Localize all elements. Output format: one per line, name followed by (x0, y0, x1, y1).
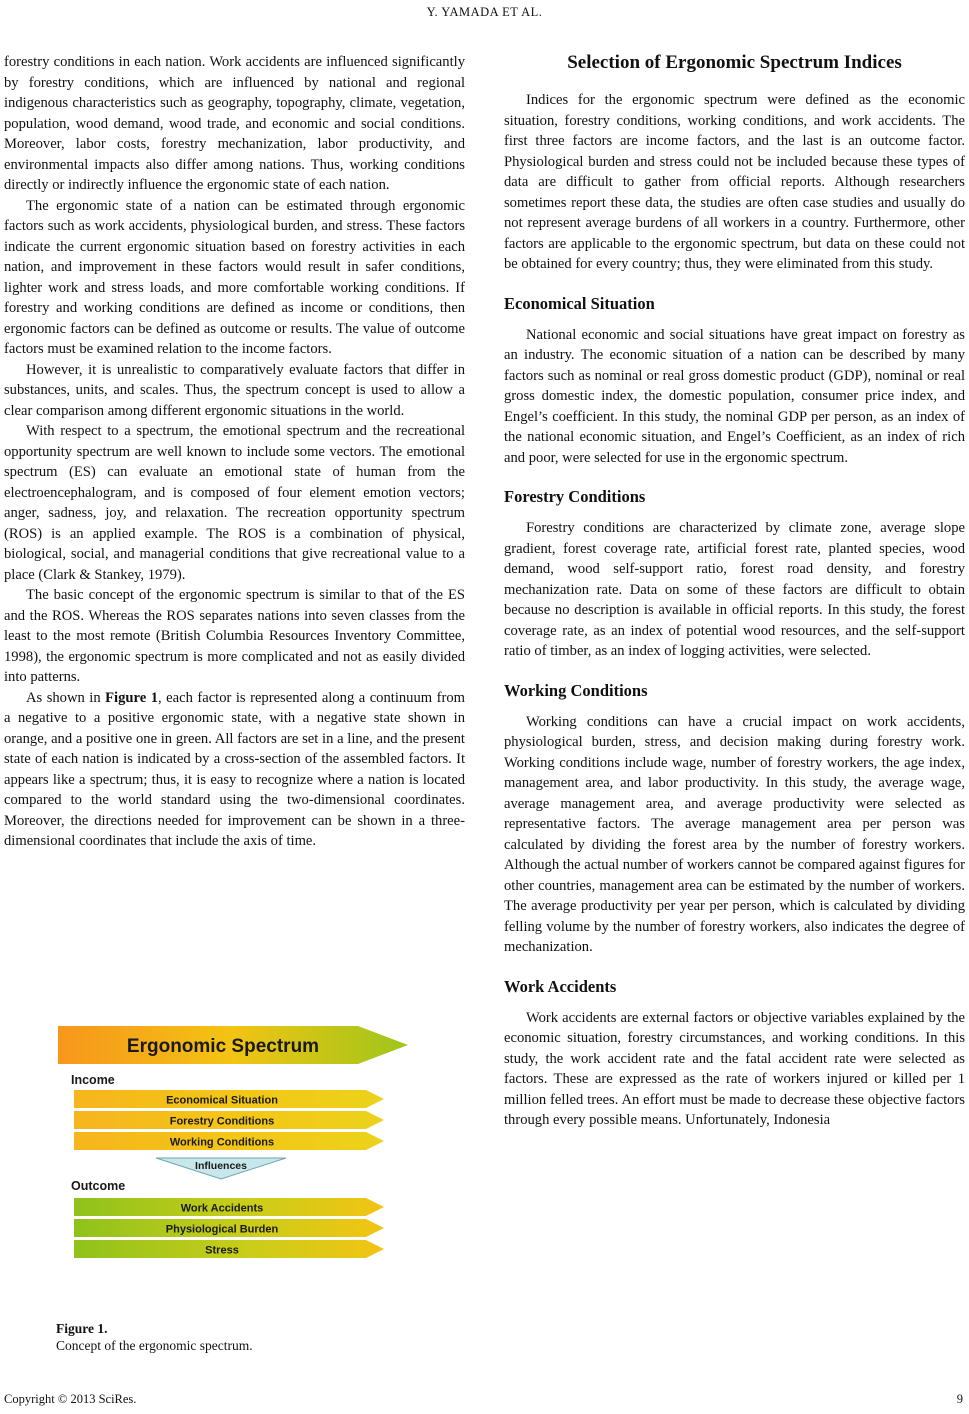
income-label: Income (71, 1073, 115, 1087)
figure-caption-text: Concept of the ergonomic spectrum. (56, 1338, 253, 1353)
factor-label: Working Conditions (169, 1136, 275, 1149)
section-title: Selection of Ergonomic Spectrum Indices (567, 52, 902, 73)
ergonomic-spectrum-diagram (56, 1024, 416, 1334)
factor-label: Economical Situation (166, 1094, 278, 1107)
influences-label: Influences (195, 1160, 247, 1172)
paragraph-text: As shown in (26, 689, 106, 706)
body-paragraph: However, it is unrealistic to comparatively evaluate factors that differ in substances, units, and scales. Thus, the spectrum concept is used to allow a clear comparison among different ergonomic situations in the world. (4, 361, 465, 419)
left-column (4, 52, 465, 852)
figure-caption (56, 1320, 253, 1354)
page-number: 9 (956, 1392, 963, 1406)
factor-label: Physiological Burden (165, 1223, 279, 1236)
body-paragraph: Working conditions can have a crucial impact on work accidents, physiological burden, stress, and decision making during forestry work. Working conditions include wage, number of forestry workers, the age index, management area, and labor productivity. In this study, the average wage, average management area, and average productivity were selected as representative factors. The average management area per person was calculated by dividing the forest area by the number of forestry workers. Although the actual number of workers cannot be compared against figures for other countries, management area can be estimated by the number of workers. The average productivity per year per person, which is calculated by dividing felling volume by the number of forestry workers, also indicates the degree of mechanization. (504, 713, 965, 955)
subsection-title-forestry-conditions: Forestry Conditions (504, 487, 646, 506)
factor-label: Forestry Conditions (169, 1115, 275, 1128)
body-paragraph: With respect to a spectrum, the emotional spectrum and the recreational opportunity spectrum are well known to include some vectors. The emotional spectrum (ES) can evaluate an emotional state of human from the electroencephalogram, and is composed of four element emotion vectors; anger, sadness, joy, and relaxation. The recreation opportunity spectrum (ROS) is an applied example. The ROS is a combination of physical, biological, social, and managerial conditions that give recreational value to a place (Clark & Stankey, 1979). (4, 423, 465, 583)
body-paragraph: Forestry conditions are characterized by climate zone, average slope gradient, forest coverage rate, artificial forest rate, planted species, wood demand, wood self-support ratio, forest road density, and forestry mechanization rate. Data on some of these factors are difficult to obtain because no description is available in official reports. In this study, the forest coverage rate, as an index of potential wood resources, and the self-support ratio of timber, as an index of logging activities, were selected. (504, 520, 965, 659)
subsection-title-working-conditions: Working Conditions (504, 680, 648, 700)
body-paragraph: forestry conditions in each nation. Work accidents are influenced significantly by forestry conditions, which are influenced by national and regional indigenous characteristics such as geography, topography, climate, vegetation, population, wood demand, wood trade, and economic and social conditions. Moreover, labor costs, forestry mechanization, labor productivity, and environmental impacts also differ among nations. Thus, working conditions directly or indirectly influence the ergonomic state of each nation. (4, 54, 465, 193)
subsection-title-work-accidents: Work Accidents (504, 976, 617, 996)
body-paragraph: The basic concept of the ergonomic spectrum is similar to that of the ES and the ROS. Whereas the ROS separates nations into seven classes from the least to the most remote (British Columbia Resources Inventory Committee, 1998), the ergonomic spectrum is more complicated and not as easily divided into patterns. (4, 587, 465, 685)
running-head: Y. YAMADA ET AL. (426, 5, 543, 19)
ergonomic-spectrum-figure (56, 1024, 416, 1334)
subsection-title-economical-situation: Economical Situation (504, 293, 655, 313)
paragraph-text: , each factor is represented along a continuum from a negative to a positive ergonomic state, with a negative state shown in orange, and a positive one in green. All factors are set in a line, and the present state of each nation is indicated by a cross-section of the assembled factors. It appears like a spectrum; thus, it is easy to recognize where a nation is located compared to the world standard using the two-dimensional coordinates. Moreover, the directions needed for improvement can be shown in a three-dimensional coordinates that include the axis of time. (4, 689, 465, 849)
body-paragraph: The ergonomic state of a nation can be estimated through ergonomic factors such as work accidents, physiological burden, and stress. These factors indicate the current ergonomic situation based on forestry activities in each nation, and improvement in these factors would result in safer conditions, lighter work and stress loads, and more comfortable working conditions. If forestry and working conditions are defined as income or conditions, then ergonomic factors can be defined as outcome or results. The value of outcome factors must be examined relation to the income factors. (4, 197, 465, 357)
figure-reference: Figure 1 (105, 689, 158, 706)
body-paragraph-figure-ref (4, 688, 465, 852)
body-paragraph: Work accidents are external factors or objective variables explained by the economic situation, forestry circumstances, and working conditions. In this study, the work accident rate and the fatal accident rate were selected as factors. These are expressed as the rate of workers injured or killed per 1 million felled trees. An effort must be made to decrease these objective factors through every possible means. Unfortunately, Indonesia (504, 1009, 965, 1128)
factor-label: Stress (205, 1244, 239, 1257)
body-paragraph: National economic and social situations have great impact on forestry as an industry. The economic situation of a nation can be described by many factors such as nominal or real gross domestic product (GDP), nominal or real gross domestic index, the domestic population, consumer price index, and Engel’s coefficient. In this study, the nominal GDP per person, as an index of the national economic situation, and Engel’s Coefficient, as an index of rich and poor, were selected for use in the ergonomic spectrum. (504, 326, 965, 466)
copyright-notice: Copyright © 2013 SciRes. (4, 1392, 137, 1406)
outcome-label: Outcome (71, 1179, 126, 1193)
right-column (504, 52, 965, 1131)
body-paragraph: Indices for the ergonomic spectrum were defined as the economic situation, forestry conditions, working conditions, and work accidents. The first three factors are income factors, and the last is an outcome factor. Physiological burden and stress could not be included because these types of data are difficult to gather from official reports. Although researchers sometimes report these data, the studies are often case studies and usually do not represent average burdens of all workers in a country. Furthermore, other factors are applicable to the ergonomic spectrum, but data on these could not be obtained for every country; thus, they were eliminated from this study. (504, 92, 965, 272)
banner-label: Ergonomic Spectrum (126, 1036, 320, 1057)
factor-label: Work Accidents (180, 1202, 264, 1215)
figure-caption-label: Figure 1. (56, 1321, 108, 1336)
